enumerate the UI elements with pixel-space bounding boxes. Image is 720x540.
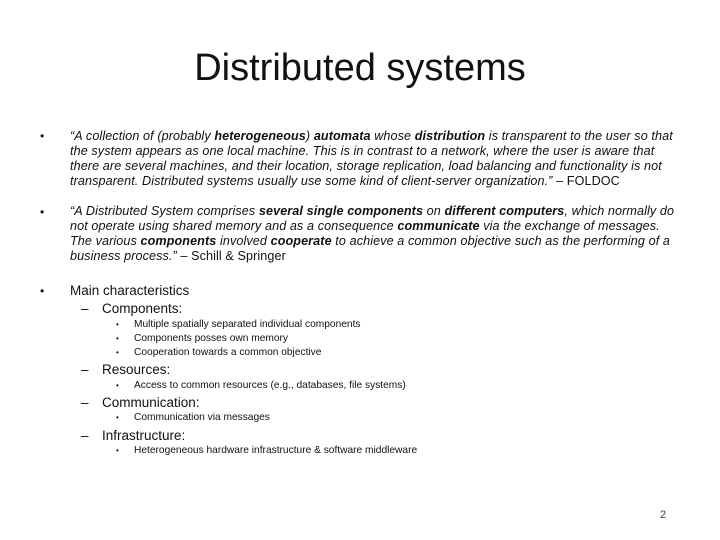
- quote-emphasis: communicate: [397, 219, 480, 233]
- bullet-marker: •: [40, 205, 45, 219]
- quote-text: on: [423, 204, 445, 218]
- components-label: Components:: [102, 301, 183, 316]
- quote-emphasis: several single components: [258, 204, 424, 218]
- quote-text: whose: [370, 129, 415, 143]
- quote-source: – Schill & Springer: [180, 249, 286, 263]
- main-characteristics-heading: Main characteristics: [70, 283, 190, 298]
- sub-bullet-marker: •: [116, 413, 119, 422]
- quote-text: via the exchange of messages. The various: [70, 219, 660, 248]
- sub-bullet-marker: •: [116, 320, 119, 329]
- quote-foldoc: [70, 129, 682, 189]
- quote-emphasis: heterogeneous: [214, 129, 306, 143]
- quote-text: involved: [216, 234, 271, 248]
- quote-emphasis: components: [140, 234, 217, 248]
- dash-marker: –: [81, 362, 89, 377]
- quote-text: to achieve a common objective such as the performing of a business process.”: [70, 234, 670, 263]
- quote-emphasis: cooperate: [270, 234, 332, 248]
- quote-text: ): [305, 129, 314, 143]
- sub-bullet-marker: •: [116, 381, 119, 390]
- quote-text: “A collection of (probably: [70, 129, 215, 143]
- quote-emphasis: automata: [313, 129, 371, 143]
- infrastructure-label: Infrastructure:: [102, 428, 186, 443]
- bullet-marker: •: [40, 284, 45, 298]
- quote-emphasis: different computers: [444, 204, 565, 218]
- sub-bullet-marker: •: [116, 446, 119, 455]
- sub-bullet-marker: •: [116, 348, 119, 357]
- slide-title: Distributed systems: [194, 47, 526, 89]
- dash-marker: –: [81, 301, 89, 316]
- list-item: Multiple spatially separated individual components: [134, 319, 361, 330]
- resources-label: Resources:: [102, 362, 171, 377]
- list-item: Access to common resources (e.g., databases, file systems): [134, 380, 406, 391]
- dash-marker: –: [81, 428, 89, 443]
- sub-bullet-marker: •: [116, 334, 119, 343]
- bullet-marker: •: [40, 129, 45, 143]
- quote-text: is transparent to the user so that the system appears as one local machine. This is in contrast to a network, where the user is aware that there are several machines, and their location, storage replication, load balancing and functionality is not transparent. Distributed systems usually use some kind of client-server organization.”: [70, 129, 673, 188]
- quote-text: “A Distributed System comprises: [70, 204, 259, 218]
- list-item: Heterogeneous hardware infrastructure & software middleware: [134, 445, 418, 456]
- list-item: Cooperation towards a common objective: [134, 347, 322, 358]
- quote-schill-springer: [70, 204, 682, 264]
- list-item: Components posses own memory: [134, 333, 289, 344]
- list-item: Communication via messages: [134, 412, 270, 423]
- quote-source: – FOLDOC: [556, 174, 620, 188]
- page-number: 2: [660, 509, 667, 521]
- quote-emphasis: distribution: [414, 129, 486, 143]
- communication-label: Communication:: [102, 395, 200, 410]
- quote-text: , which normally do not operate using shared memory and as a consequence: [70, 204, 675, 233]
- dash-marker: –: [81, 395, 89, 410]
